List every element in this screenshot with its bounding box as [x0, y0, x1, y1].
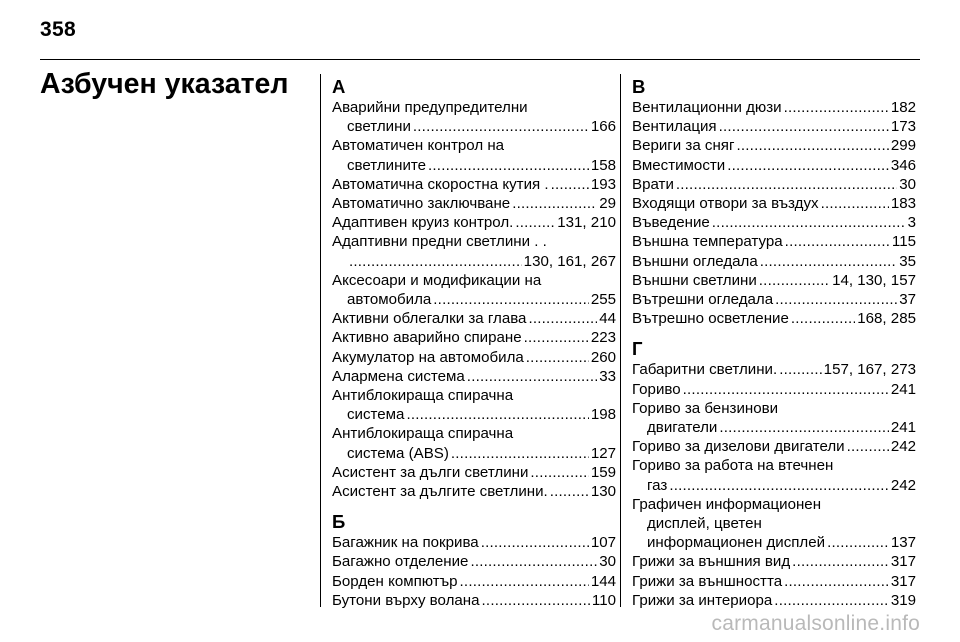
dot-leader: [827, 533, 889, 552]
page-reference: 242: [890, 438, 916, 456]
entry-text-line: [632, 514, 916, 533]
entry-text: Багажно отделение: [332, 553, 469, 571]
index-entry: [332, 328, 616, 347]
dot-leader: [550, 482, 589, 501]
entry-text-line: [332, 271, 616, 290]
dot-leader: [460, 572, 589, 591]
entry-text: Грижи за интериора: [632, 591, 773, 609]
entry-page-line: [332, 444, 616, 463]
dot-leader: [785, 232, 890, 251]
entry-page-line: [632, 418, 916, 437]
section-letter: А: [332, 76, 346, 97]
entry-text: Вентилационни дюзи: [632, 99, 782, 116]
page-reference: 299: [890, 137, 916, 155]
entry-text: Антиблокираща спирачна: [332, 425, 514, 443]
index-title: Азбучен указател: [40, 68, 289, 100]
entry-text: Алармена система: [332, 367, 465, 385]
dot-leader: [413, 117, 589, 136]
entry-page-line: [332, 463, 616, 482]
entry-text: Врати: [632, 175, 674, 193]
page-reference: 183: [890, 195, 916, 213]
index-entry: [632, 290, 916, 309]
dot-leader: [792, 552, 889, 571]
entry-text: газ: [647, 476, 668, 494]
entry-text-line: [632, 399, 916, 418]
entry-text-line: [332, 386, 616, 405]
entry-text: Адаптивен круиз контрол.: [332, 214, 514, 232]
page-reference: 144: [590, 572, 616, 590]
entry-page-line: [332, 367, 616, 386]
entry-page-line: [632, 380, 916, 399]
entry-page-line: [332, 117, 616, 136]
dot-leader: [433, 290, 589, 309]
entry-page-line: [332, 328, 616, 347]
entry-text: Вентилация: [632, 118, 717, 136]
entry-text: Вътрешно осветление: [632, 310, 789, 328]
dot-leader: [526, 348, 589, 367]
dot-leader: [712, 213, 906, 232]
entry-text-line: [332, 136, 616, 155]
dot-leader: [784, 572, 889, 591]
page-reference: 241: [890, 380, 916, 398]
page-reference: 137: [890, 534, 916, 552]
entry-text: Графичен информационен: [632, 495, 822, 513]
dot-leader: [512, 194, 597, 213]
index-entry: [632, 252, 916, 271]
header-rule: [40, 59, 920, 60]
index-entry: [632, 136, 916, 155]
entry-text-line: [332, 232, 616, 251]
dot-leader: [428, 156, 589, 175]
dot-leader: [774, 591, 889, 610]
page-reference: 260: [590, 348, 616, 366]
entry-page-line: [332, 175, 616, 194]
index-entry: [632, 456, 916, 494]
entry-page-line: [332, 348, 616, 367]
page-reference: 182: [890, 99, 916, 116]
dot-leader: [784, 98, 889, 117]
entry-text: Вместимости: [632, 156, 726, 174]
page-reference: 242: [890, 476, 916, 494]
index-entry: [632, 232, 916, 251]
page-reference: 193: [590, 175, 616, 193]
dot-leader: [779, 360, 821, 379]
entry-text: Гориво за бензинови: [632, 399, 779, 417]
index-entry: [632, 380, 916, 399]
entry-text: Аварийни предупредителни: [332, 99, 528, 116]
page-reference: 166: [590, 118, 616, 136]
index-section: [332, 77, 616, 501]
page-reference: 255: [590, 291, 616, 309]
dot-leader: [727, 156, 889, 175]
entry-page-line: [632, 552, 916, 571]
entry-page-line: [332, 194, 616, 213]
entry-page-line: [632, 117, 916, 136]
index-entry: [332, 98, 616, 136]
entry-text: Автоматично заключване: [332, 195, 511, 213]
page-reference: 319: [890, 591, 916, 609]
dot-leader: [470, 552, 597, 571]
index-entry: [332, 271, 616, 309]
index-section: [332, 512, 616, 610]
index-column-left: [332, 77, 616, 610]
entry-text: Вериги за сняг: [632, 137, 735, 155]
index-entry: [632, 213, 916, 232]
index-column-right: [632, 77, 916, 610]
page-reference: 173: [890, 118, 916, 136]
dot-leader: [481, 533, 589, 552]
entry-page-line: [632, 136, 916, 155]
section-letter: В: [632, 76, 646, 97]
dot-leader: [530, 463, 588, 482]
dot-leader: [683, 380, 889, 399]
entry-text: Външна температура: [632, 233, 783, 251]
entry-text: автомобила: [347, 291, 432, 309]
index-entry: [332, 367, 616, 386]
entry-page-line: [332, 290, 616, 309]
entry-page-line: [632, 572, 916, 591]
entry-text: Багажник на покрива: [332, 534, 479, 552]
dot-leader: [451, 444, 589, 463]
entry-page-line: [332, 482, 616, 501]
entry-text: Външни светлини: [632, 271, 757, 289]
entry-text: двигатели: [647, 419, 718, 437]
dot-leader: [551, 175, 589, 194]
column-divider: [320, 74, 321, 607]
index-entry: [332, 175, 616, 194]
entry-text: Бутони върху волана: [332, 591, 480, 609]
entry-text: Входящи отвори за въздух: [632, 195, 819, 213]
index-entry: [332, 136, 616, 174]
section-letter: Б: [332, 511, 346, 533]
entry-page-line: [632, 437, 916, 456]
page-reference: 198: [590, 406, 616, 424]
dot-leader: [847, 437, 889, 456]
entry-text: система: [347, 406, 405, 424]
entry-page-line: [632, 533, 916, 552]
entry-text: система (ABS): [347, 444, 449, 462]
dot-leader: [515, 213, 555, 232]
page-reference: 35: [899, 252, 916, 270]
entry-page-line: [632, 213, 916, 232]
page-reference: 241: [890, 419, 916, 437]
index-section: [632, 77, 916, 328]
dot-leader: [669, 476, 888, 495]
entry-text-line: [332, 98, 616, 117]
page-reference: 159: [590, 463, 616, 481]
entry-page-line: [332, 552, 616, 571]
entry-page-line: [632, 476, 916, 495]
entry-page-line: [332, 533, 616, 552]
entry-text: Асистент за дългите светлини.: [332, 483, 548, 501]
entry-text: Гориво: [632, 380, 681, 398]
dot-leader: [406, 405, 588, 424]
page-reference: 130: [590, 483, 616, 501]
page-reference: 110: [591, 591, 616, 609]
index-entry: [332, 232, 616, 270]
entry-page-line: [332, 591, 616, 610]
index-section: [632, 339, 916, 610]
dot-leader: [737, 136, 889, 155]
entry-page-line: [632, 309, 916, 328]
entry-page-line: [632, 156, 916, 175]
page-reference: 107: [590, 534, 616, 552]
entry-text-line: [332, 424, 616, 443]
entry-text: светлини: [347, 118, 411, 136]
entry-page-line: [332, 252, 616, 271]
index-entry: [332, 213, 616, 232]
page-reference: 115: [891, 233, 916, 251]
column-divider: [620, 74, 621, 607]
index-entry: [332, 309, 616, 328]
entry-text: Акумулатор на автомобила: [332, 348, 524, 366]
index-entry: [332, 552, 616, 571]
index-entry: [632, 309, 916, 328]
entry-text: Адаптивни предни светлини . .: [332, 233, 547, 251]
entry-text: Габаритни светлини.: [632, 361, 778, 379]
entry-text: Активно аварийно спиране: [332, 329, 522, 347]
dot-leader: [719, 117, 889, 136]
index-entry: [332, 348, 616, 367]
index-entry: [632, 156, 916, 175]
entry-text: Антиблокираща спирачна: [332, 387, 514, 405]
dot-leader: [821, 194, 889, 213]
entry-text: Асистент за дълги светлини: [332, 463, 529, 481]
index-entry: [332, 591, 616, 610]
dot-leader: [775, 290, 897, 309]
entry-text: Аксесоари и модификации на: [332, 271, 542, 289]
entry-page-line: [632, 98, 916, 117]
page-reference: 127: [590, 444, 616, 462]
index-entry: [632, 437, 916, 456]
page-reference: 30: [899, 175, 916, 193]
entry-page-line: [632, 591, 916, 610]
entry-text: Автоматична скоростна кутия .: [332, 175, 549, 193]
dot-leader: [524, 328, 589, 347]
dot-leader: [467, 367, 597, 386]
dot-leader: [760, 252, 897, 271]
page-reference: 14, 130, 157: [832, 271, 916, 289]
entry-page-line: [632, 360, 916, 379]
page-reference: 30: [599, 553, 616, 571]
page-reference: 37: [899, 291, 916, 309]
dot-leader: [759, 271, 830, 290]
index-entry: [632, 117, 916, 136]
index-entry: [632, 552, 916, 571]
entry-text: Борден компютър: [332, 572, 458, 590]
entry-text: Гориво за работа на втечнен: [632, 457, 834, 475]
entry-text: Въведение: [632, 214, 710, 232]
entry-page-line: [632, 252, 916, 271]
index-entry: [632, 360, 916, 379]
page-reference: 317: [890, 572, 916, 590]
page-number: 358: [40, 18, 76, 41]
index-entry: [632, 175, 916, 194]
page-reference: 29: [599, 195, 616, 213]
entry-page-line: [332, 572, 616, 591]
page-reference: 223: [590, 329, 616, 347]
index-entry: [332, 463, 616, 482]
entry-page-line: [632, 175, 916, 194]
index-entry: [632, 194, 916, 213]
page-reference: 157, 167, 273: [823, 361, 916, 379]
dot-leader: [482, 591, 590, 610]
entry-text: дисплей, цветен: [647, 515, 762, 533]
index-entry: [632, 98, 916, 117]
dot-leader: [528, 309, 597, 328]
dot-leader: [349, 252, 522, 271]
page-reference: 3: [907, 214, 916, 232]
entry-text: информационен дисплей: [647, 534, 826, 552]
page-reference: 317: [890, 553, 916, 571]
index-entry: [632, 591, 916, 610]
index-entry: [632, 399, 916, 437]
entry-text: Автоматичен контрол на: [332, 137, 505, 155]
entry-text: Грижи за външността: [632, 572, 783, 590]
entry-text: Гориво за дизелови двигатели: [632, 438, 845, 456]
dot-leader: [676, 175, 897, 194]
index-entry: [332, 194, 616, 213]
page-reference: 131, 210: [557, 214, 616, 232]
entry-page-line: [632, 194, 916, 213]
page-reference: 346: [890, 156, 916, 174]
index-entry: [332, 386, 616, 424]
entry-text-line: [632, 456, 916, 475]
entry-page-line: [632, 232, 916, 251]
entry-text: Външни огледала: [632, 252, 758, 270]
watermark: carmanualsonline.info: [711, 612, 920, 635]
entry-text: Активни облегалки за глава: [332, 310, 527, 328]
page-reference: 168, 285: [857, 310, 916, 328]
index-entry: [632, 271, 916, 290]
entry-page-line: [632, 290, 916, 309]
page-reference: 33: [599, 367, 616, 385]
entry-text-line: [632, 495, 916, 514]
entry-text: светлините: [347, 156, 427, 174]
page-reference: 130, 161, 267: [523, 252, 616, 270]
entry-page-line: [332, 156, 616, 175]
index-entry: [332, 533, 616, 552]
dot-leader: [791, 309, 855, 328]
entry-page-line: [332, 309, 616, 328]
page-reference: 44: [599, 310, 616, 328]
entry-page-line: [632, 271, 916, 290]
index-entry: [332, 482, 616, 501]
entry-page-line: [332, 213, 616, 232]
entry-page-line: [332, 405, 616, 424]
dot-leader: [719, 418, 888, 437]
page-reference: 158: [590, 156, 616, 174]
entry-text: Грижи за външния вид: [632, 553, 791, 571]
index-entry: [632, 495, 916, 553]
index-entry: [632, 572, 916, 591]
index-entry: [332, 572, 616, 591]
entry-text: Вътрешни огледала: [632, 291, 774, 309]
index-entry: [332, 424, 616, 462]
section-letter: Г: [632, 338, 643, 360]
